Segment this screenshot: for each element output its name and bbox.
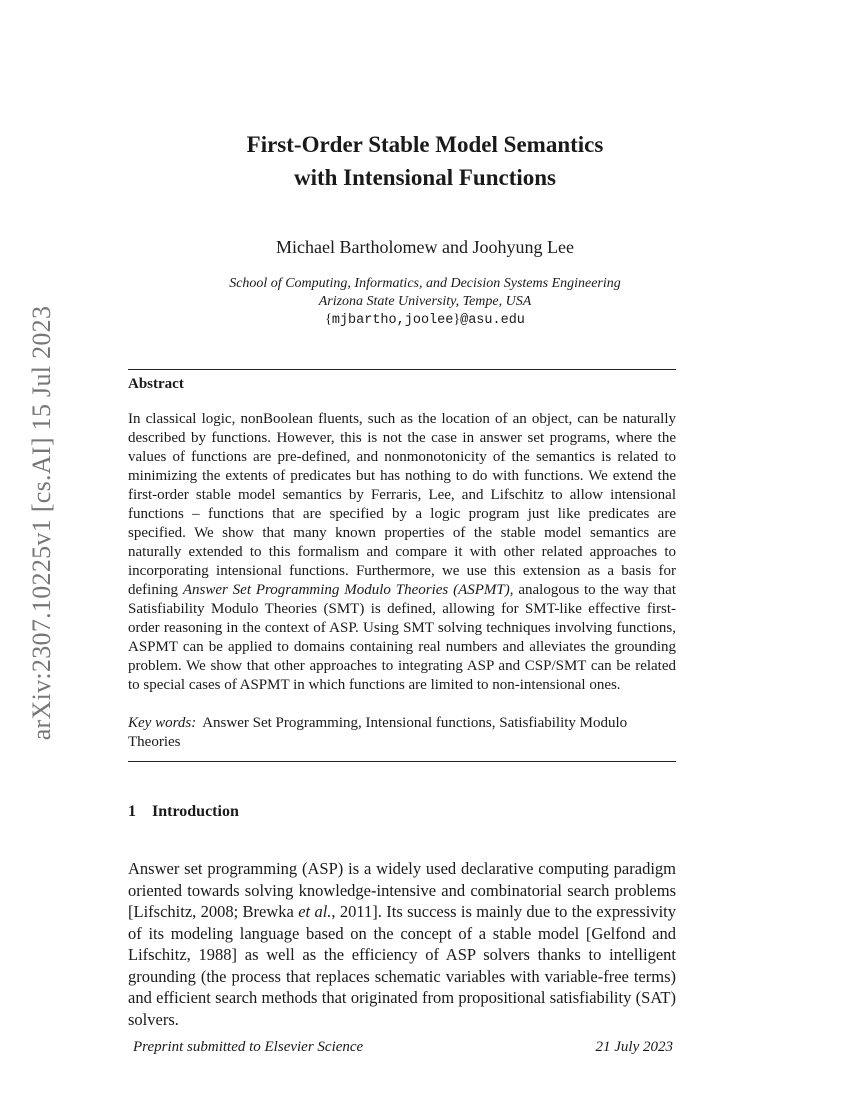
intro-text-2: , 2011]. Its success is mainly due to the expressivity of its modeling language based on the concept of a stable model [Gelfond and Lifschitz, 1988] as well as the efficiency of ASP solvers thanks to intelligent grounding (the process that replaces schematic variables with variable-free terms) and efficient search methods that originated from propositional satisfiability (SAT) solvers. [128, 902, 677, 1029]
affiliation-university: Arizona State University, Tempe, USA [318, 294, 532, 309]
section-heading-introduction [128, 803, 239, 821]
email-domain: @asu.edu [460, 313, 525, 328]
keywords [128, 714, 676, 752]
arxiv-side-identifier [22, 288, 62, 758]
author-email [0, 311, 850, 330]
keywords-text: Answer Set Programming, Intensional functions, Satisfiability Modulo Theories [128, 715, 628, 750]
arxiv-identifier-text: arXiv:2307.10225v1 [cs.AI] 15 Jul 2023 [27, 305, 56, 741]
author-list: Michael Bartholomew and Joohyung Lee [276, 237, 574, 257]
affiliation-department: School of Computing, Informatics, and Decision Systems Engineering [229, 276, 621, 291]
affiliation [0, 275, 850, 330]
intro-text-1: Answer set programming (ASP) is a widely used declarative computing paradigm oriented towards solving knowledge-intensive and combinatorial search problems [Lifschitz, 2008; Brewka [128, 859, 676, 921]
title-line-2: with Intensional Functions [293, 165, 556, 190]
abstract-emphasis: Answer Set Programming Modulo Theories (ASPMT) [182, 582, 510, 598]
footer-preprint-note: Preprint submitted to Elsevier Science [133, 1039, 364, 1055]
abstract-text-2: , analogous to the way that Satisfiability Modulo Theories (SMT) is defined, allowing for SMT-like effective first-order reasoning in the context of ASP. Using SMT solving techniques involving functions, ASPMT can be applied to domains containing real numbers and alleviates the grounding problem. We show that other approaches to integrating ASP and CSP/SMT can be related to special cases of ASPMT in which functions are limited to non-intensional ones. [128, 582, 676, 693]
abstract-top-rule [128, 369, 676, 370]
section-number: 1 [128, 803, 136, 820]
paper-title [0, 128, 850, 194]
email-users: mjbartho,joolee [331, 313, 454, 328]
abstract-heading: Abstract [128, 376, 184, 392]
introduction-paragraph [128, 858, 676, 1030]
footer-date: 21 July 2023 [595, 1039, 673, 1055]
section-title: Introduction [152, 803, 239, 820]
intro-emphasis: et al. [298, 902, 332, 921]
email-brace-open: { [325, 312, 332, 327]
abstract-body [128, 410, 676, 695]
abstract-bottom-rule [128, 761, 676, 762]
email-brace-close: } [453, 312, 461, 327]
abstract-text-1: In classical logic, nonBoolean fluents, such as the location of an object, can be naturally described by functions. However, this is not the case in answer set programs, where the values of functions are pre-defined, and nonmonotonicity of the semantics is related to minimizing the extents of predicates but has nothing to do with functions. We extend the first-order stable model semantics by Ferraris, Lee, and Lifschitz to allow intensional functions – functions that are specified by a logic program just like predicates are specified. We show that many known properties of the stable model semantics are naturally extended to this formalism and compare it with other related approaches to incorporating intensional functions. Furthermore, we use this extension as a basis for defining [128, 411, 676, 598]
title-line-1: First-Order Stable Model Semantics [246, 132, 604, 157]
keywords-label: Key words: [128, 715, 197, 731]
